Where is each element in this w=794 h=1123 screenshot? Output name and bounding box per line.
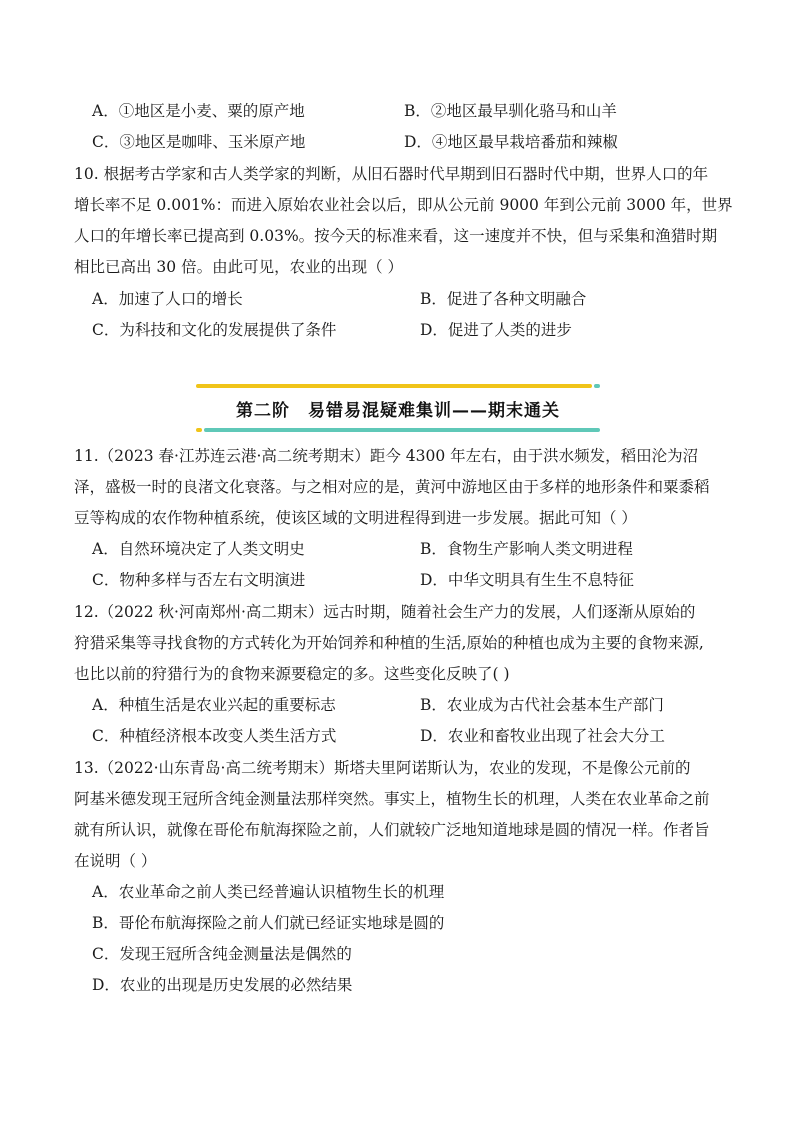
q11-option-b: B．食物生产影响人类文明进程 xyxy=(420,540,633,558)
q12-stem-line: 狩猎采集等寻找食物的方式转化为开始饲养和种植的生活,原始的种植也成为主要的食物来源, xyxy=(74,634,704,652)
q9-option-d: D．④地区最早栽培番茄和辣椒 xyxy=(404,133,618,151)
q13-stem-line: 就有所认识，就像在哥伦布航海探险之前，人们就较广泛地知道地球是圆的情况一样。作者旨 xyxy=(74,821,710,839)
q11-option-a: A．自然环境决定了人类文明史 xyxy=(92,540,305,558)
q9-option-c: C．③地区是咖啡、玉米原产地 xyxy=(92,133,306,151)
q13-stem-line: 13.（2022·山东青岛·高二统考期末）斯塔夫里阿诺斯认为，农业的发现，不是像公元前的 xyxy=(74,759,691,777)
q12-stem-line: 也比以前的狩猎行为的食物来源要稳定的多。这些变化反映了( ) xyxy=(74,665,510,683)
q10-option-a: A．加速了人口的增长 xyxy=(92,290,243,308)
q12-option-d: D．农业和畜牧业出现了社会大分工 xyxy=(420,727,665,745)
banner-bottom-accent xyxy=(196,428,202,432)
q11-stem-line: 11.（2023 春·江苏连云港·高二统考期末）距今 4300 年左右，由于洪水频发，稻田沦为沼 xyxy=(74,447,699,465)
q10-option-c: C．为科技和文化的发展提供了条件 xyxy=(92,321,337,339)
banner-top-bar xyxy=(196,384,592,388)
q12-option-b: B．农业成为古代社会基本生产部门 xyxy=(420,696,664,714)
q13-option-c: C．发现王冠所含纯金测量法是偶然的 xyxy=(92,945,352,963)
q11-option-d: D．中华文明具有生生不息特征 xyxy=(420,571,634,589)
q13-stem-line: 阿基米德发现王冠所含纯金测量法那样突然。事实上，植物生长的机理，人类在农业革命之前 xyxy=(74,790,710,808)
section-banner xyxy=(196,384,600,432)
q11-stem-line: 泽，盛极一时的良渚文化衰落。与之相对应的是，黄河中游地区由于多样的地形条件和粟黍稻 xyxy=(74,478,710,496)
q10-option-b: B．促进了各种文明融合 xyxy=(420,290,587,308)
q12-option-c: C．种植经济根本改变人类生活方式 xyxy=(92,727,337,745)
q9-option-b: B．②地区最早驯化骆马和山羊 xyxy=(404,102,617,120)
q13-option-a: A．农业革命之前人类已经普遍认识植物生长的机理 xyxy=(92,883,445,901)
q10-option-d: D．促进了人类的进步 xyxy=(420,321,572,339)
q12-stem-line: 12.（2022 秋·河南郑州·高二期末）远古时期，随着社会生产力的发展，人们逐渐从原始的 xyxy=(74,603,696,621)
q13-option-b: B．哥伦布航海探险之前人们就已经证实地球是圆的 xyxy=(92,914,445,932)
section-title: 第二阶 易错易混疑难集训——期末通关 xyxy=(236,401,560,421)
q13-stem-line: 在说明（ ） xyxy=(74,852,157,870)
q11-stem-line: 豆等构成的农作物种植系统，使该区域的文明进程得到进一步发展。据此可知（ ） xyxy=(74,509,637,527)
banner-bottom-bar xyxy=(204,428,600,432)
q10-stem-line: 增长率不足 0.001%：而进入原始农业社会以后，即从公元前 9000 年到公元前 3000 年，世界 xyxy=(74,196,733,214)
q10-stem-line: 10. 根据考古学家和古人类学家的判断，从旧石器时代早期到旧石器时代中期，世界人口的年 xyxy=(74,165,709,183)
q12-option-a: A．种植生活是农业兴起的重要标志 xyxy=(92,696,336,714)
q9-option-a: A．①地区是小麦、粟的原产地 xyxy=(92,102,305,120)
q10-stem-line: 相比已高出 30 倍。由此可见，农业的出现（ ） xyxy=(74,258,404,276)
q10-stem-line: 人口的年增长率已提高到 0.03%。按今天的标准来看，这一速度并不快，但与采集和渔猎时期 xyxy=(74,227,718,245)
q13-option-d: D．农业的出现是历史发展的必然结果 xyxy=(92,976,353,994)
banner-top-accent xyxy=(594,384,600,388)
q11-option-c: C．物种多样与否左右文明演进 xyxy=(92,571,306,589)
